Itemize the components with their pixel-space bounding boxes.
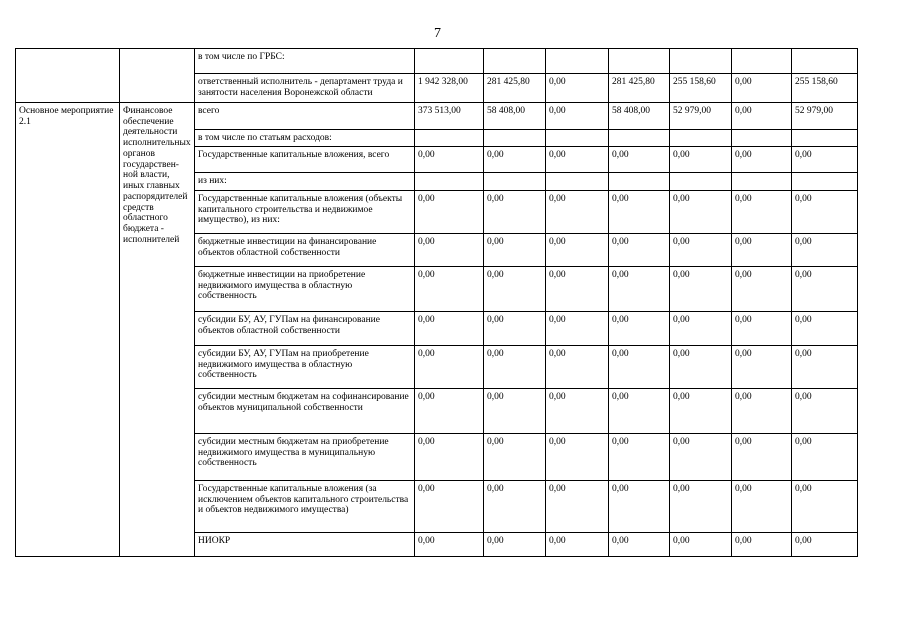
value-cell: 0,00 <box>609 312 670 346</box>
value-cell: 0,00 <box>484 346 546 389</box>
value-cell: 0,00 <box>415 481 484 533</box>
table-row <box>16 103 858 130</box>
row-label: бюджетные инвестиции на приобретение недвижимого имущества в областную собственность <box>195 267 415 312</box>
row-label: в том числе по статьям расходов: <box>195 130 415 147</box>
row-label: субсидии местным бюджетам на софинансирование объектов муниципальной собственности <box>195 389 415 434</box>
value-cell: 0,00 <box>484 481 546 533</box>
value-cell: 0,00 <box>546 103 609 130</box>
value-cell: 0,00 <box>415 389 484 434</box>
value-cell: 0,00 <box>670 191 732 234</box>
value-cell: 0,00 <box>415 312 484 346</box>
row-label: Государственные капитальные вложения (за исключением объектов капитального строительства и объектов недвижимого имущества) <box>195 481 415 533</box>
row-label: субсидии БУ, АУ, ГУПам на финансирование объектов областной собственности <box>195 312 415 346</box>
value-cell <box>732 130 792 147</box>
value-cell: 0,00 <box>546 234 609 267</box>
budget-table <box>15 48 858 557</box>
value-cell: 0,00 <box>415 533 484 557</box>
value-cell <box>546 173 609 191</box>
value-cell: 0,00 <box>792 346 858 389</box>
value-cell: 0,00 <box>484 267 546 312</box>
value-cell: 0,00 <box>792 481 858 533</box>
value-cell: 0,00 <box>792 533 858 557</box>
value-cell <box>792 49 858 74</box>
value-cell: 0,00 <box>732 346 792 389</box>
value-cell: 0,00 <box>792 434 858 481</box>
value-cell: 0,00 <box>484 191 546 234</box>
value-cell: 255 158,60 <box>670 74 732 103</box>
value-cell: 0,00 <box>732 147 792 173</box>
value-cell: 373 513,00 <box>415 103 484 130</box>
value-cell: 0,00 <box>732 234 792 267</box>
row-label: из них: <box>195 173 415 191</box>
value-cell: 0,00 <box>415 346 484 389</box>
value-cell: 0,00 <box>732 389 792 434</box>
value-cell <box>546 49 609 74</box>
row-label: НИОКР <box>195 533 415 557</box>
value-cell: 0,00 <box>732 434 792 481</box>
value-cell: 0,00 <box>415 434 484 481</box>
value-cell: 281 425,80 <box>484 74 546 103</box>
value-cell: 0,00 <box>670 147 732 173</box>
value-cell <box>415 49 484 74</box>
value-cell: 0,00 <box>484 234 546 267</box>
row-label: всего <box>195 103 415 130</box>
value-cell <box>792 130 858 147</box>
value-cell: 0,00 <box>546 74 609 103</box>
value-cell: 0,00 <box>732 312 792 346</box>
value-cell: 0,00 <box>484 434 546 481</box>
value-cell <box>792 173 858 191</box>
value-cell: 0,00 <box>546 533 609 557</box>
value-cell: 0,00 <box>732 191 792 234</box>
value-cell <box>484 49 546 74</box>
row-label: Государственные капитальные вложения (объекты капитального строительства и недвижимое имущество), из них: <box>195 191 415 234</box>
row-label: ответственный исполнитель - департамент труда и занятости населения Воронежской области <box>195 74 415 103</box>
value-cell: 0,00 <box>732 267 792 312</box>
value-cell: 0,00 <box>792 234 858 267</box>
value-cell: 0,00 <box>546 312 609 346</box>
value-cell: 0,00 <box>670 389 732 434</box>
cell-empty <box>16 49 120 103</box>
program-description: Финансовое обеспечение деятельности исполнительных органов государствен-ной власти, иных главных распорядителей средств областного бюджета - исполнителей <box>120 103 195 557</box>
row-label: в том числе по ГРБС: <box>195 49 415 74</box>
value-cell: 0,00 <box>609 389 670 434</box>
value-cell: 52 979,00 <box>792 103 858 130</box>
value-cell: 0,00 <box>792 312 858 346</box>
value-cell: 0,00 <box>670 346 732 389</box>
program-name: Основное мероприятие 2.1 <box>16 103 120 557</box>
value-cell: 1 942 328,00 <box>415 74 484 103</box>
value-cell: 0,00 <box>670 434 732 481</box>
value-cell: 0,00 <box>732 103 792 130</box>
value-cell <box>670 173 732 191</box>
row-label: бюджетные инвестиции на финансирование объектов областной собственности <box>195 234 415 267</box>
value-cell: 0,00 <box>484 533 546 557</box>
value-cell: 52 979,00 <box>670 103 732 130</box>
value-cell <box>415 173 484 191</box>
value-cell: 0,00 <box>792 389 858 434</box>
value-cell: 0,00 <box>546 191 609 234</box>
value-cell <box>609 49 670 74</box>
value-cell: 0,00 <box>546 267 609 312</box>
cell-empty <box>120 49 195 103</box>
value-cell: 0,00 <box>484 147 546 173</box>
value-cell: 0,00 <box>670 267 732 312</box>
value-cell: 0,00 <box>415 191 484 234</box>
value-cell: 0,00 <box>609 346 670 389</box>
value-cell <box>546 130 609 147</box>
value-cell: 0,00 <box>792 147 858 173</box>
value-cell: 0,00 <box>670 234 732 267</box>
value-cell: 0,00 <box>484 389 546 434</box>
value-cell: 58 408,00 <box>609 103 670 130</box>
value-cell: 0,00 <box>792 191 858 234</box>
value-cell: 0,00 <box>792 267 858 312</box>
row-label: субсидии БУ, АУ, ГУПам на приобретение недвижимого имущества в областную собственность <box>195 346 415 389</box>
value-cell: 0,00 <box>546 481 609 533</box>
value-cell: 0,00 <box>484 312 546 346</box>
value-cell: 0,00 <box>609 267 670 312</box>
value-cell: 0,00 <box>609 481 670 533</box>
value-cell: 255 158,60 <box>792 74 858 103</box>
value-cell <box>732 173 792 191</box>
table-row <box>16 49 858 74</box>
value-cell: 0,00 <box>732 533 792 557</box>
value-cell <box>484 130 546 147</box>
value-cell <box>484 173 546 191</box>
value-cell <box>732 49 792 74</box>
value-cell: 0,00 <box>546 389 609 434</box>
value-cell: 0,00 <box>415 147 484 173</box>
value-cell: 0,00 <box>609 434 670 481</box>
value-cell: 58 408,00 <box>484 103 546 130</box>
row-label: Государственные капитальные вложения, всего <box>195 147 415 173</box>
page-number: 7 <box>434 26 441 41</box>
value-cell: 0,00 <box>415 234 484 267</box>
row-label: субсидии местным бюджетам на приобретение недвижимого имущества в муниципальную собственность <box>195 434 415 481</box>
value-cell: 0,00 <box>670 312 732 346</box>
value-cell: 0,00 <box>546 346 609 389</box>
value-cell: 0,00 <box>415 267 484 312</box>
value-cell: 0,00 <box>670 481 732 533</box>
value-cell: 0,00 <box>670 533 732 557</box>
value-cell <box>609 130 670 147</box>
value-cell: 0,00 <box>546 434 609 481</box>
value-cell: 0,00 <box>609 234 670 267</box>
value-cell <box>415 130 484 147</box>
value-cell: 0,00 <box>732 481 792 533</box>
value-cell: 0,00 <box>609 147 670 173</box>
value-cell: 0,00 <box>609 191 670 234</box>
value-cell: 0,00 <box>546 147 609 173</box>
value-cell: 281 425,80 <box>609 74 670 103</box>
value-cell: 0,00 <box>609 533 670 557</box>
value-cell <box>609 173 670 191</box>
value-cell <box>670 49 732 74</box>
value-cell: 0,00 <box>732 74 792 103</box>
value-cell <box>670 130 732 147</box>
